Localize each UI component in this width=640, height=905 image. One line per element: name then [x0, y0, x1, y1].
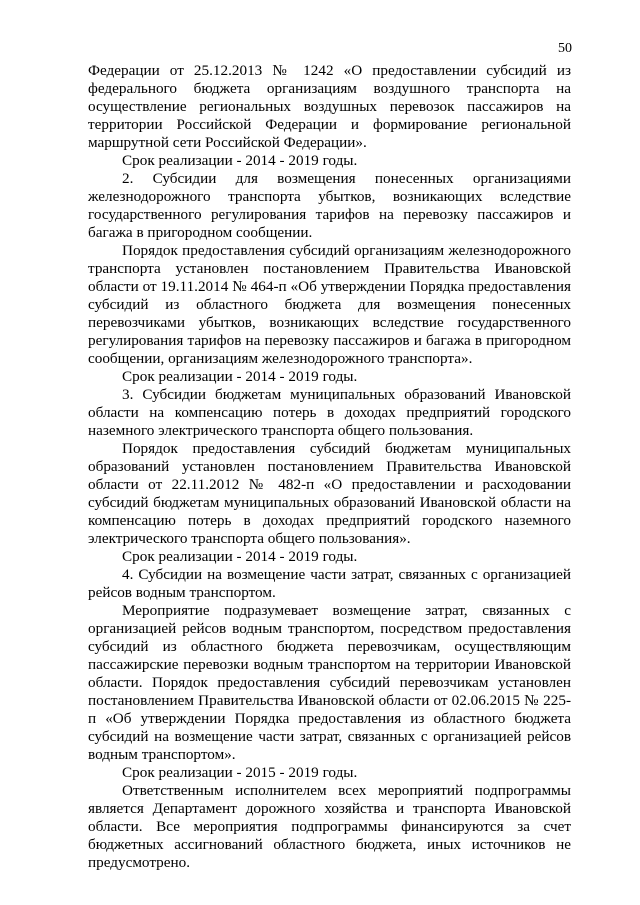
paragraph-item-2-railway-subsidies: 2. Субсидии для возмещения понесенных организациями железнодорожного транспорта убытков, возникающих вследствие государственного регулирования тарифов на перевозку пассажиров и багажа в пригородном сообщении. — [88, 170, 571, 241]
paragraph-responsible-executor: Ответственным исполнителем всех мероприятий подпрограммы является Департамент дорожного хозяйства и транспорта Ивановской области. Все мероприятия подпрограммы финансируются за счет бюджетных ассигнований областного бюджета, иных источников не предусмотрено. — [88, 782, 571, 871]
document-body — [88, 62, 571, 872]
paragraph-implementation-period-4: Срок реализации - 2015 - 2019 годы. — [122, 764, 358, 781]
paragraph-item-3-electric-transport-subsidies: 3. Субсидии бюджетам муниципальных образований Ивановской области на компенсацию потерь в доходах предприятий городского наземного электрического транспорта общего пользования. — [88, 386, 571, 439]
paragraph-implementation-period-1: Срок реализации - 2014 - 2019 годы. — [122, 152, 358, 169]
paragraph-item-4-water-transport-subsidies: 4. Субсидии на возмещение части затрат, связанных с организацией рейсов водным транспортом. — [88, 566, 571, 601]
paragraph-federal-subsidies-continuation: Федерации от 25.12.2013 № 1242 «О предоставлении субсидий из федерального бюджета организациям воздушного транспорта на осуществление региональных воздушных перевозок пассажиров на территории Российской Федерации и формирование региональной маршрутной сети Российской Федерации». — [88, 62, 571, 151]
paragraph-railway-subsidy-procedure: Порядок предоставления субсидий организациям железнодорожного транспорта установлен постановлением Правительства Ивановской области от 19.11.2014 № 464-п «Об утверждении Порядка предоставления субсидий из областного бюджета для возмещения понесенных перевозчиками убытков, возникающих вследствие государственного регулирования тарифов на перевозку пассажиров и багажа в пригородном сообщении, организациям железнодорожного транспорта». — [88, 242, 571, 367]
paragraph-implementation-period-2: Срок реализации - 2014 - 2019 годы. — [122, 368, 358, 385]
page-number: 50 — [558, 41, 572, 56]
paragraph-implementation-period-3: Срок реализации - 2014 - 2019 годы. — [122, 548, 358, 565]
paragraph-electric-transport-procedure: Порядок предоставления субсидий бюджетам муниципальных образований установлен постановлением Правительства Ивановской области от 22.11.2012 № 482-п «О предоставлении и расходовании субсидий бюджетам муниципальных образований Ивановской области на компенсацию потерь в доходах предприятий городского наземного электрического транспорта общего пользования». — [88, 440, 571, 547]
paragraph-water-transport-procedure: Мероприятие подразумевает возмещение затрат, связанных с организацией рейсов водным транспортом, посредством предоставления субсидий из областного бюджета перевозчикам, осуществляющим пассажирские перевозки водным транспортом на территории Ивановской области. Порядок предоставления субсидий перевозчикам установлен постановлением Правительства Ивановской области от 02.06.2015 № 225-п «Об утверждении Порядка предоставления из областного бюджета субсидий на возмещение части затрат, связанных с организацией рейсов водным транспортом». — [88, 602, 571, 763]
